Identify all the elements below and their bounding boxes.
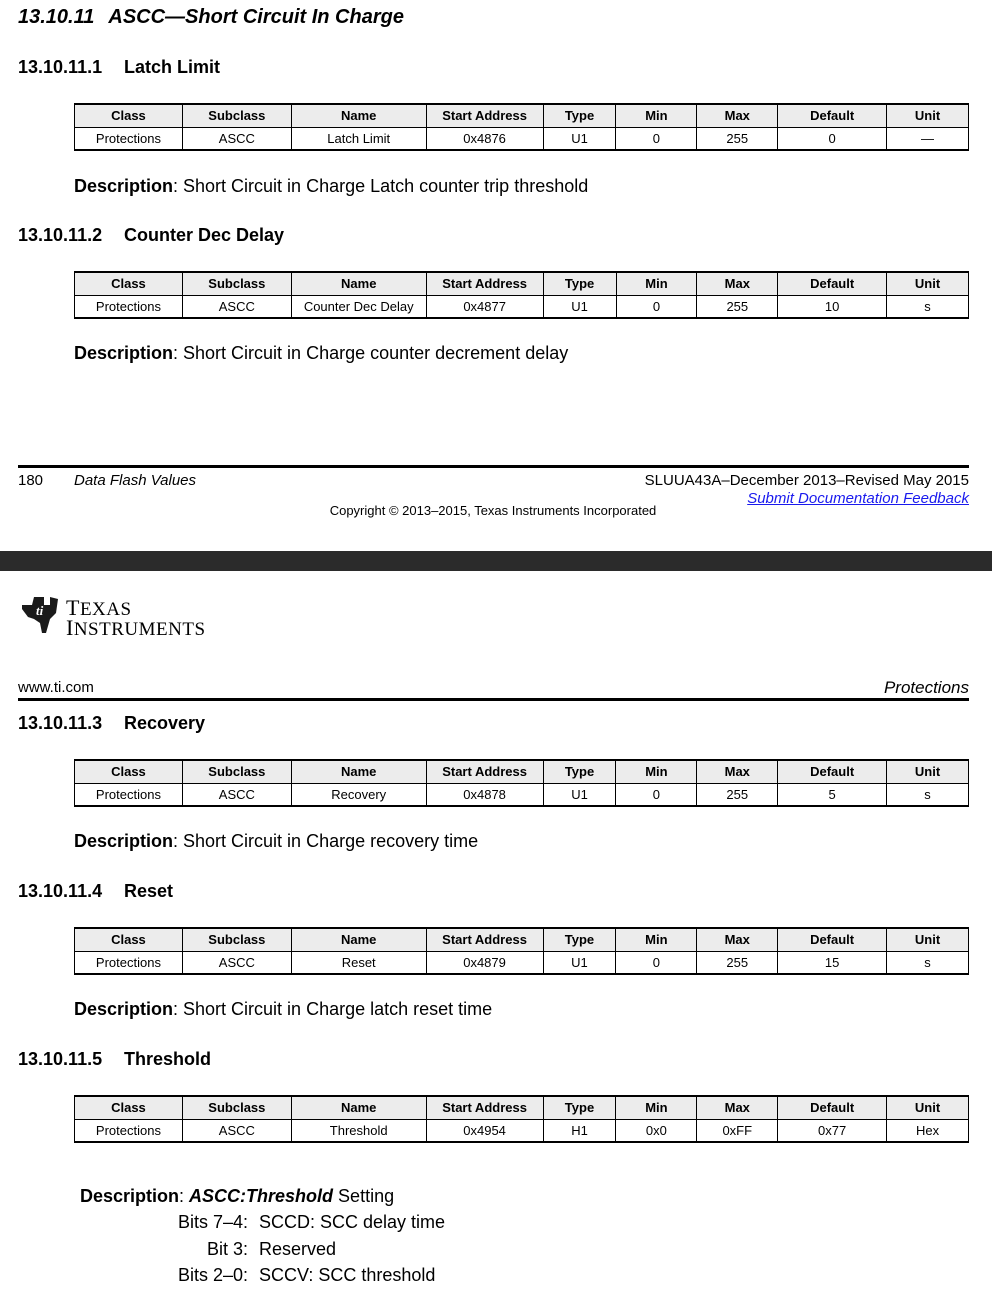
description: Description: Short Circuit in Charge recovery time [74, 831, 479, 851]
data-table [74, 759, 969, 807]
subsection-heading: 13.10.11.5 Threshold [18, 1049, 212, 1069]
table-header-row: Class Subclass Name Start Address Type Min Max Default Unit [75, 928, 969, 951]
data-table [74, 103, 969, 151]
feedback-link[interactable]: Submit Documentation Feedback [747, 490, 969, 507]
data-table [74, 1095, 969, 1143]
bit-field-text: Reserved [259, 1239, 337, 1259]
header-rule [18, 698, 969, 701]
ti-logo-icon [20, 593, 62, 635]
doc-id: SLUUA43A–December 2013–Revised May 2015 [644, 472, 969, 489]
ti-logo: ti TEXAS INSTRUMENTS [20, 593, 200, 637]
data-table [74, 271, 969, 319]
section-heading [18, 6, 404, 29]
footer-chapter: Data Flash Values [74, 472, 197, 489]
table-header-row: Class Subclass Name Start Address Type Min Max Default Unit [75, 1096, 969, 1119]
bit-field-text: SCCV: SCC threshold [259, 1265, 436, 1285]
table-header-row: Class Subclass Name Start Address Type Min Max Default Unit [75, 760, 969, 783]
table-row: Protections ASCC Counter Dec Delay 0x4877 U1 0 255 10 s [75, 295, 969, 318]
data-table [74, 927, 969, 975]
subsection-heading: 13.10.11.4 Reset [18, 881, 174, 901]
section-number: 13.10.11 [18, 6, 95, 28]
section-title: ASCC—Short Circuit In Charge [108, 6, 404, 28]
subsection-heading: 13.10.11.2 Counter Dec Delay [18, 225, 285, 245]
header-chapter: Protections [883, 678, 969, 697]
table-header-row: Class Subclass Name Start Address Type Min Max Default Unit [75, 272, 969, 295]
table-row: Protections ASCC Threshold 0x4954 H1 0x0 0xFF 0x77 Hex [75, 1119, 969, 1142]
description: Description: Short Circuit in Charge counter decrement delay [74, 343, 569, 363]
table-row: Protections ASCC Reset 0x4879 U1 0 255 15 s [75, 951, 969, 974]
subsection-heading: 13.10.11.1 Latch Limit [18, 57, 221, 77]
page-number: 180 [18, 472, 44, 489]
description: Description: Short Circuit in Charge latch reset time [74, 999, 493, 1019]
description: Description: Short Circuit in Charge Latch counter trip threshold [74, 176, 589, 196]
bit-field-label: Bit 3: [206, 1239, 248, 1259]
footer-rule [18, 465, 969, 468]
copyright: Copyright © 2013–2015, Texas Instruments Incorporated [329, 503, 657, 518]
subsection-heading: 13.10.11.3 Recovery [18, 713, 206, 733]
table-row: Protections ASCC Recovery 0x4878 U1 0 255 5 s [75, 783, 969, 806]
description: Description: ASCC:Threshold Setting [80, 1186, 395, 1206]
bit-field-text: SCCD: SCC delay time [259, 1212, 446, 1232]
page-separator [0, 551, 992, 571]
website-link[interactable]: www.ti.com [18, 679, 94, 696]
table-header-row: Class Subclass Name Start Address Type Min Max Default Unit [75, 104, 969, 127]
bit-field-label: Bits 7–4: [177, 1212, 248, 1232]
bit-field-label: Bits 2–0: [177, 1265, 248, 1285]
table-row: Protections ASCC Latch Limit 0x4876 U1 0 255 0 — [75, 127, 969, 150]
svg-text:ti: ti [36, 603, 44, 618]
